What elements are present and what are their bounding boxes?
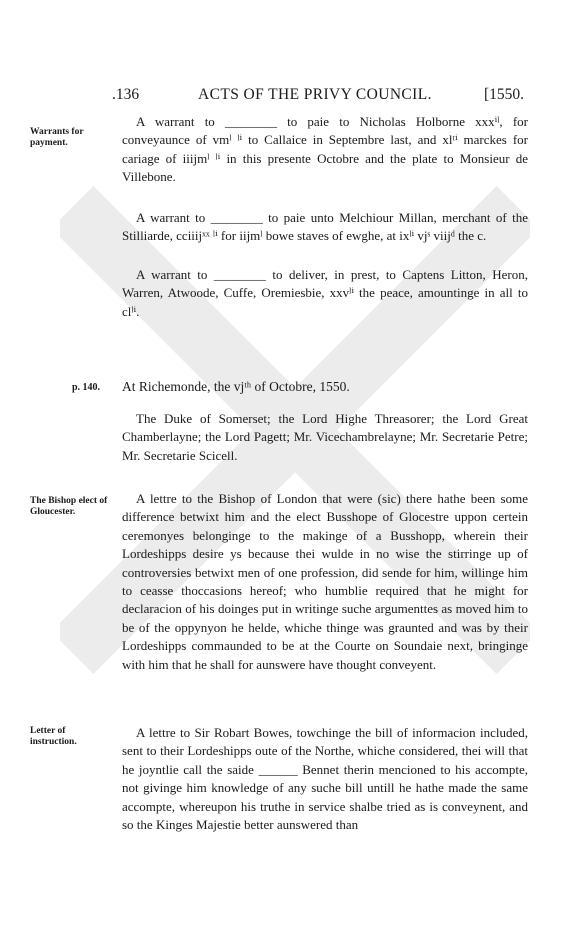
warrant-paragraph-3: A warrant to ________ to deliver, in prest, to Captens Litton, Heron, Warren, Atwoode, Cuffe, Oremiesbie, xxvˡⁱ the peace, amountinge in all to clˡⁱ. [122, 267, 528, 319]
margin-note-warrants: Warrants for payment. [30, 127, 84, 148]
warrant-paragraph-2: A warrant to ________ to paie unto Melchiour Millan, merchant of the Stilliarde, cciiijˣˣ ˡⁱ for iijmˡ bowe staves of ewghe, at ixˡⁱ vjˢ viijᵈ the c. [122, 210, 528, 244]
page-number: .136 [112, 86, 140, 103]
attendees-list: The Duke of Somerset; the Lord Highe Threasorer; the Lord Great Chamberlayne; the Lord Pagett; Mr. Vicechambrelayne; Mr. Secretarie Petre; Mr. Secretarie Scicell. [122, 411, 528, 463]
page-reference: p. 140. [72, 382, 101, 393]
year-label: [1550. [484, 86, 525, 103]
running-header [0, 86, 567, 112]
meeting-heading: At Richemonde, the vjᵗʰ of Octobre, 1550. [122, 379, 350, 394]
margin-note-bishop: The Bishop elect of Gloucester. [30, 496, 108, 517]
bishop-letter-paragraph: A lettre to the Bishop of London that were (sic) there hathe been some difference betwixt him and the elect Busshope of Glocestre uppon certein ceremonyes belonginge to the makinge of a Busshopp, wherein their Lordeshipps desire ys because thei wulde in no wise the stirringe up of controversies betwixt men of one profession, did sende for him, willinge him to ceasse thoccasions hereof; who humblie required that he might for declaracion of his doinges put in writinge suche argumenttes as moved him to be of the oppynyon he helde, whiche thinge was graunted and was by their Lordeshipps commaunded to be at the Courte on Soundaie next, bringinge with him that he shall for aunswere have thought conveyent. [122, 491, 528, 672]
warrant-paragraph-1: A warrant to ________ to paie to Nicholas Holborne xxxⁱˡ, for conveyaunce of vmˡ ˡⁱ to Callaice in Septembre last, and xlᵗⁱ marckes for cariage of iiijmˡ ˡⁱ in this presente Octobre and the plate to Monsieur de Villebone. [122, 114, 528, 185]
page-title: ACTS OF THE PRIVY COUNCIL. [198, 86, 432, 103]
margin-note-instruction: Letter of instruction. [30, 726, 77, 747]
instruction-letter-paragraph: A lettre to Sir Robart Bowes, towchinge the bill of informacion included, sent to their Lordeshipps oute of the Northe, whiche considered, thei will that he joyntlie call the saide ______ Bennet therin mencioned to his accompte, not givinge him knowledge of any suche bill untill he hathe made the same accompte, whereupon his truthe in service shalbe tried as is conveynent, and so the Kinges Majestie better aunswered than [122, 725, 528, 833]
